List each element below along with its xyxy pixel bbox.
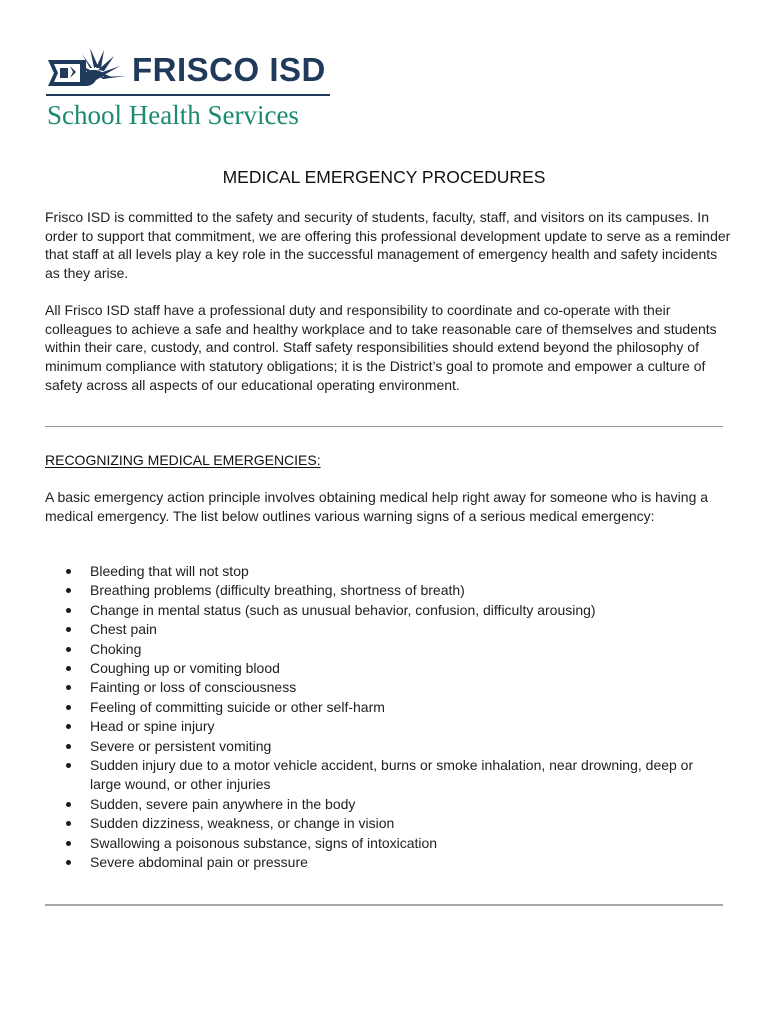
bullet-icon	[66, 685, 71, 690]
bullet-icon	[66, 627, 71, 632]
list-item-text: Bleeding that will not stop	[90, 563, 249, 579]
bullet-icon	[66, 588, 71, 593]
bullet-icon	[66, 821, 71, 826]
list-item	[45, 834, 725, 853]
list-item-text: Choking	[90, 640, 142, 657]
section-heading: RECOGNIZING MEDICAL EMERGENCIES:	[45, 452, 321, 468]
list-item-text: Sudden injury due to a motor vehicle accident, burns or smoke inhalation, near drowning, deep or large wound, or other injuries	[90, 757, 694, 793]
list-item-text: Sudden dizziness, weakness, or change in vision	[90, 815, 395, 832]
bullet-icon	[66, 841, 71, 846]
bullet-icon	[66, 666, 71, 671]
list-item	[45, 659, 725, 678]
list-item	[45, 678, 725, 697]
bullet-icon	[66, 802, 71, 807]
bullet-icon	[66, 744, 71, 749]
list-item-text: Feeling of committing suicide or other self-harm	[90, 698, 385, 715]
footer-divider	[45, 904, 723, 906]
list-item	[45, 814, 725, 833]
department-name: School Health Services	[47, 100, 299, 130]
page-title: MEDICAL EMERGENCY PROCEDURES	[222, 167, 546, 187]
list-item	[45, 717, 725, 736]
bullet-icon	[66, 608, 71, 613]
bullet-icon	[66, 647, 71, 652]
bullet-icon	[66, 705, 71, 710]
list-item-text: Chest pain	[90, 621, 157, 638]
section-intro-paragraph: A basic emergency action principle involves obtaining medical help right away for someone who is having a medical emergency. The list below outlines various warning signs of a serious medical emergency:	[45, 489, 709, 524]
list-item	[45, 562, 725, 581]
list-item	[45, 853, 725, 872]
list-item	[45, 756, 725, 795]
list-item	[45, 601, 725, 620]
list-item	[45, 795, 725, 814]
bullet-icon	[66, 763, 71, 768]
list-item	[45, 698, 725, 717]
logo-divider	[46, 94, 330, 96]
list-item-text: Swallowing a poisonous substance, signs of intoxication	[90, 834, 438, 851]
list-item-text: Coughing up or vomiting blood	[90, 660, 280, 677]
duty-paragraph: All Frisco ISD staff have a professional duty and responsibility to coordinate and co-operate with their colleagues to achieve a safe and healthy workplace and to take reasonable care of themselves and students within their care, custody, and control. Staff safety responsibilities should extend beyond the philosophy of minimum compliance with statutory obligations; it is the District’s goal to promote and empower a culture of safety across all aspects of our educational operating environment.	[45, 302, 717, 393]
list-item-text: Sudden, severe pain anywhere in the body	[90, 795, 356, 812]
bullet-icon	[66, 724, 71, 729]
frisco-logo-icon	[46, 46, 130, 92]
list-item	[45, 640, 725, 659]
list-item-text: Severe abdominal pain or pressure	[90, 854, 308, 871]
intro-paragraph: Frisco ISD is committed to the safety and security of students, faculty, staff, and visitors on its campuses. In order to support that commitment, we are offering this professional development update to serve as a reminder that staff at all levels play a key role in the successful management of emergency health and safety incidents as they arise.	[45, 209, 731, 282]
list-item	[45, 737, 725, 756]
district-name: FRISCO ISD	[132, 51, 326, 88]
list-item	[45, 581, 725, 600]
list-item-text: Change in mental status (such as unusual behavior, confusion, difficulty arousing)	[90, 601, 596, 618]
list-item-text: Head or spine injury	[90, 718, 215, 735]
list-item-text: Breathing problems (difficulty breathing, shortness of breath)	[90, 582, 465, 599]
list-item	[45, 620, 725, 639]
district-logo	[46, 44, 346, 134]
bullet-icon	[66, 569, 71, 574]
section-divider	[45, 426, 723, 427]
list-item-text: Severe or persistent vomiting	[90, 737, 272, 754]
list-item-text: Fainting or loss of consciousness	[90, 679, 297, 696]
warning-signs-list	[45, 562, 725, 873]
bullet-icon	[66, 860, 71, 865]
